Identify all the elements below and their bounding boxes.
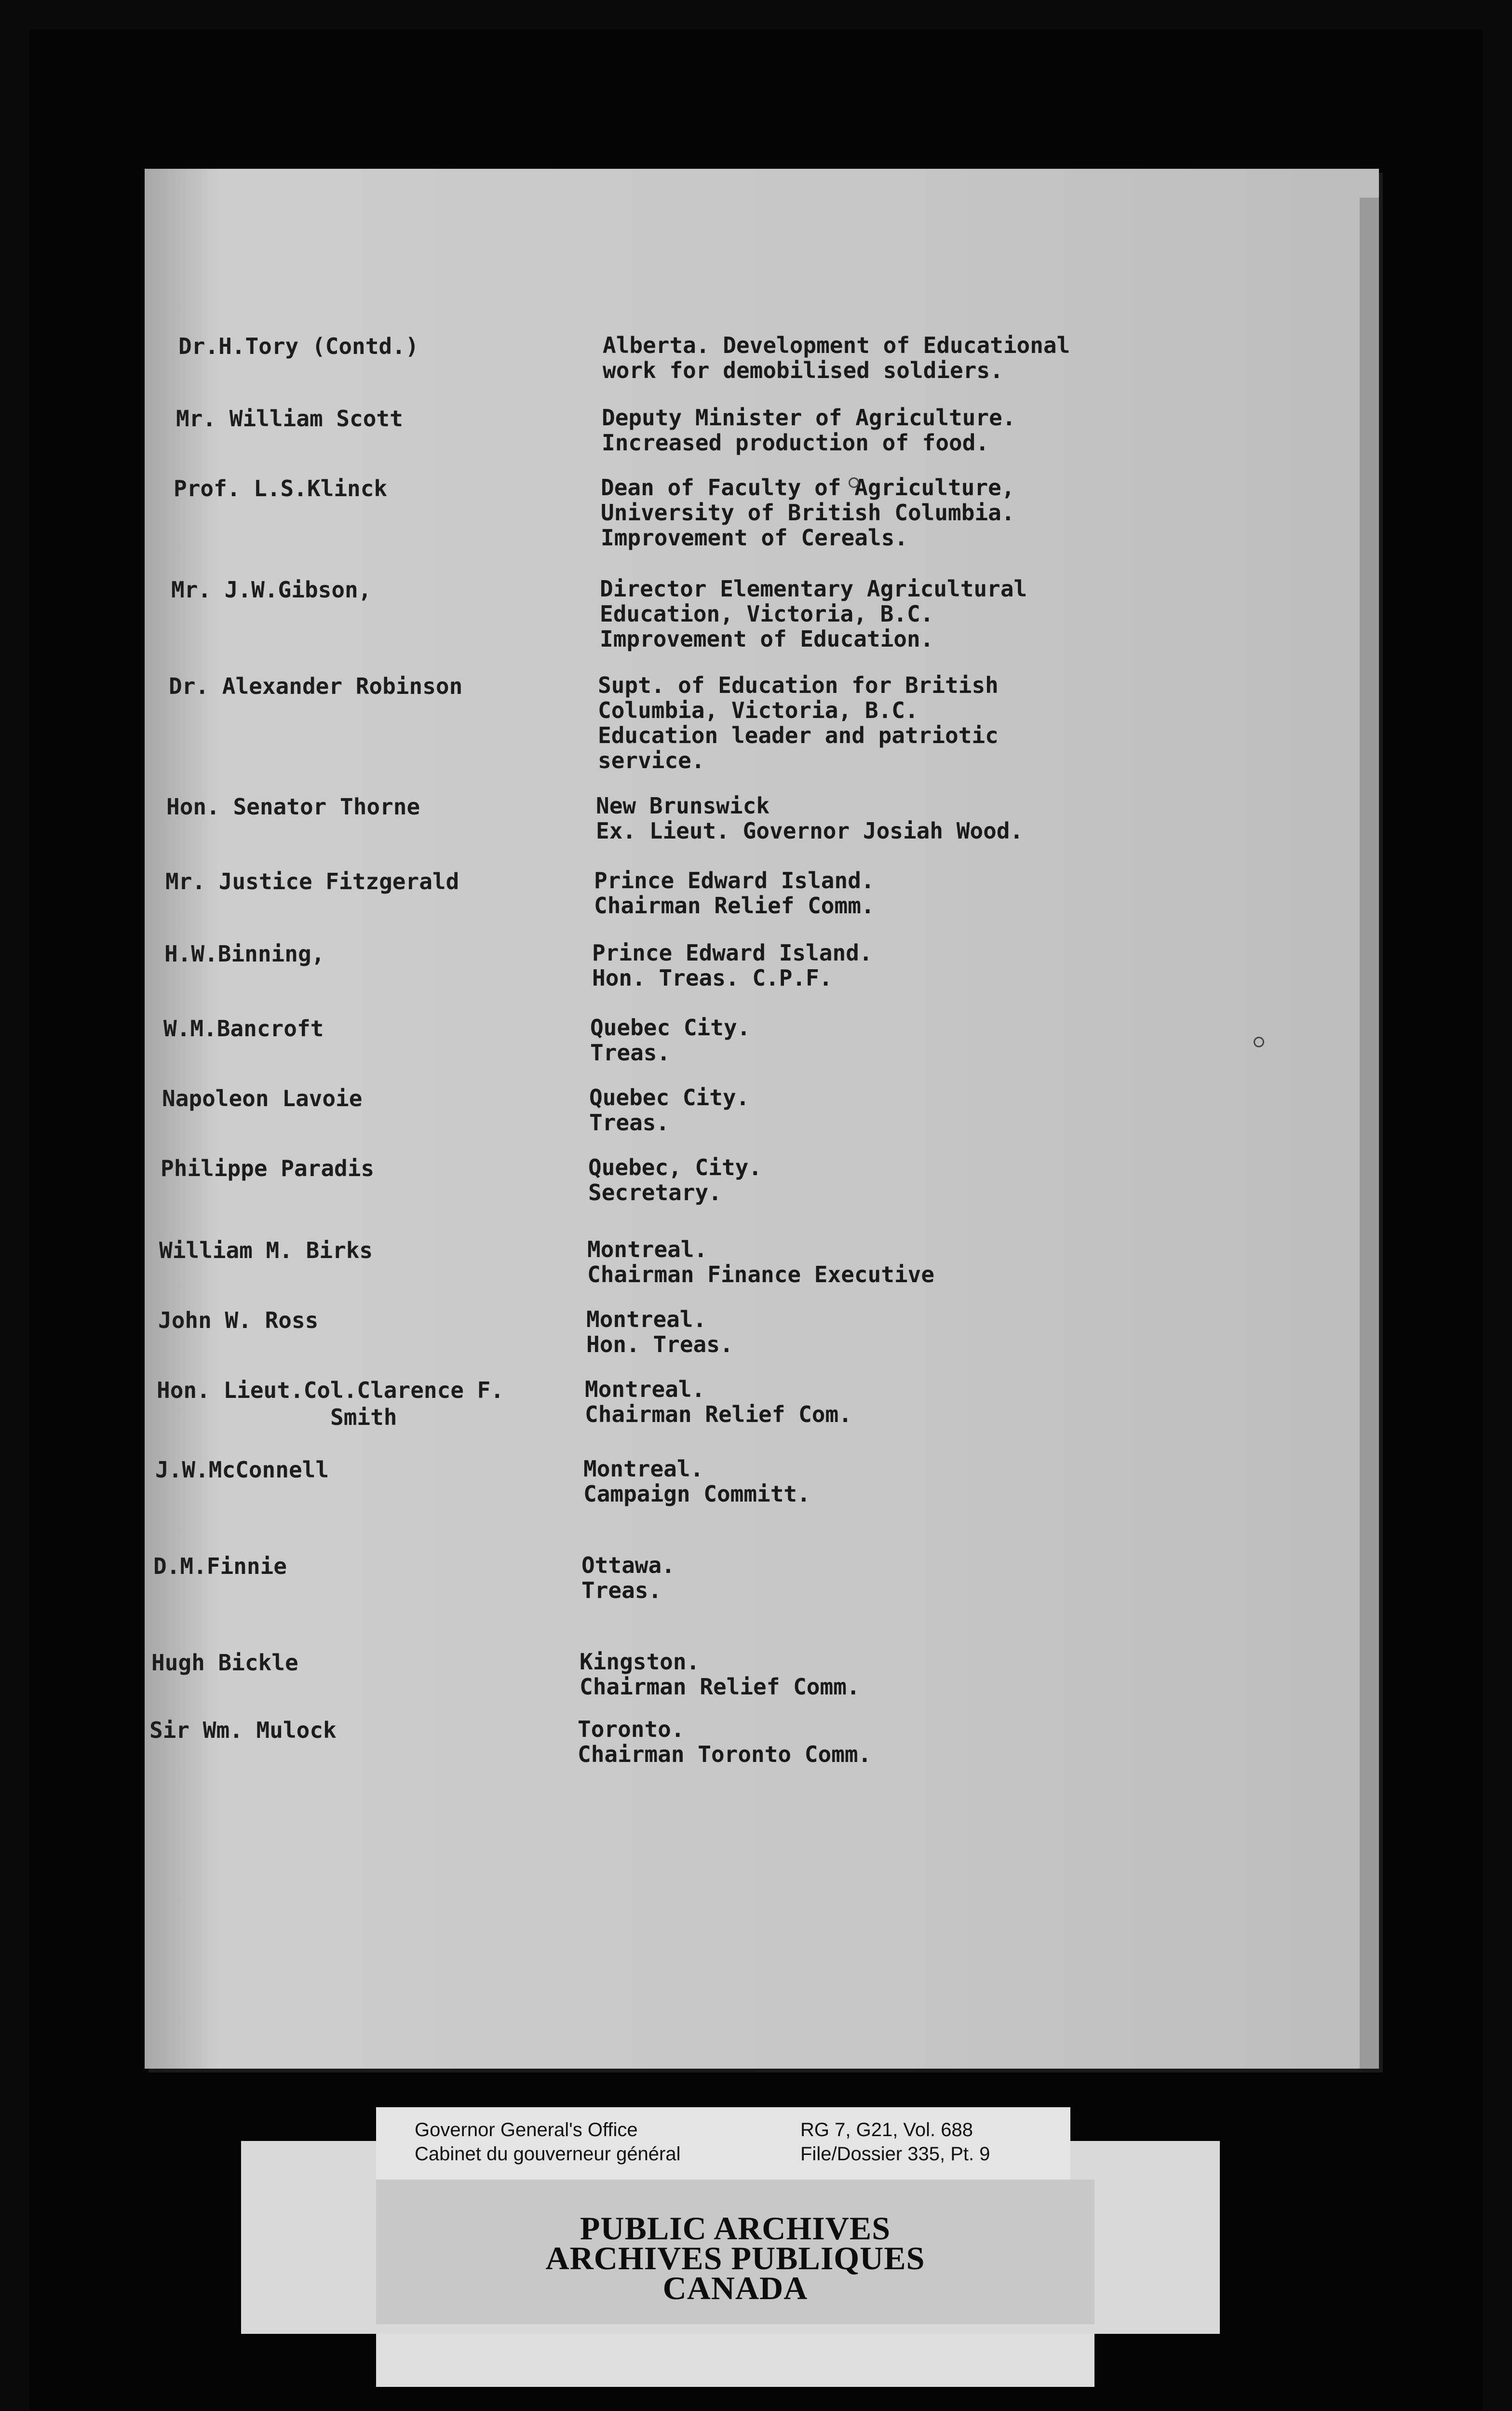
entry-name: Hon. Lieut.Col.Clarence F. Smith: [157, 1377, 504, 1430]
entry-name: W.M.Bancroft: [163, 1016, 324, 1042]
entry-name: William M. Birks: [159, 1237, 373, 1263]
entry-description: [603, 333, 1070, 383]
description-line: Secretary.: [588, 1179, 722, 1206]
stamp-line-3: CANADA: [662, 2270, 808, 2306]
entry-description: [602, 405, 1016, 455]
entry-description: [585, 1377, 852, 1427]
entry-description: [588, 1155, 762, 1205]
description-line: Supt. of Education for British: [598, 672, 999, 698]
description-line: work for demobilised soldiers.: [603, 357, 1003, 383]
entry-description: [592, 940, 873, 990]
entry-name: Prof. L.S.Klinck: [174, 475, 388, 501]
entry-description: [590, 1015, 750, 1065]
entry-description: [589, 1085, 749, 1135]
entry-description: [586, 1307, 733, 1357]
entry-name: Hugh Bickle: [151, 1650, 298, 1676]
entry-name: Dr.H.Tory (Contd.): [178, 333, 419, 359]
description-line: Increased production of food.: [602, 430, 989, 456]
description-line: Education, Victoria, B.C.: [600, 601, 934, 627]
description-line: Dean of Faculty of Agriculture,: [601, 474, 1015, 501]
entry-name: John W. Ross: [158, 1307, 319, 1333]
stamp-line-2: ARCHIVES PUBLIQUES: [545, 2240, 925, 2276]
description-line: Kingston.: [580, 1649, 700, 1675]
stamp-line-1: PUBLIC ARCHIVES: [580, 2210, 891, 2247]
entry-name: Mr. William Scott: [176, 406, 403, 432]
description-line: Prince Edward Island.: [592, 940, 873, 966]
archive-label-foot: [376, 2334, 1094, 2387]
description-line: Columbia, Victoria, B.C.: [598, 697, 918, 723]
description-line: Treas.: [590, 1040, 671, 1066]
description-line: Quebec City.: [590, 1015, 751, 1041]
archive-stamp: [376, 2210, 1094, 2306]
entry-name: Philippe Paradis: [161, 1155, 375, 1181]
description-line: Prince Edward Island.: [594, 867, 875, 894]
description-line: Treas.: [589, 1110, 670, 1136]
description-line: Ottawa.: [581, 1552, 675, 1578]
office-en: Governor General's Office: [415, 2119, 638, 2140]
entry-description: [598, 673, 999, 773]
paper-mark: [849, 477, 859, 488]
entry-name: Napoleon Lavoie: [162, 1085, 363, 1111]
description-line: Ex. Lieut. Governor Josiah Wood.: [596, 818, 1024, 844]
entry-name: Sir Wm. Mulock: [149, 1717, 337, 1743]
description-line: New Brunswick: [596, 793, 770, 819]
paper-mark: [1254, 1037, 1264, 1047]
entry-description: [581, 1553, 675, 1603]
file-number: File/Dossier 335, Pt. 9: [800, 2143, 990, 2165]
entry-name: J.W.McConnell: [155, 1457, 329, 1483]
entry-description: [601, 475, 1015, 550]
office-fr: Cabinet du gouverneur général: [415, 2143, 681, 2165]
description-line: Montreal.: [585, 1376, 705, 1402]
description-line: Chairman Finance Executive: [587, 1261, 935, 1287]
description-line: Chairman Toronto Comm.: [578, 1741, 872, 1767]
description-line: Quebec, City.: [588, 1154, 762, 1180]
description-line: Montreal.: [586, 1306, 707, 1332]
entry-description: [587, 1237, 934, 1287]
description-line: Hon. Treas. C.P.F.: [592, 965, 833, 991]
entry-description: [578, 1717, 871, 1767]
description-line: Improvement of Cereals.: [601, 525, 908, 551]
archive-reference-card: [376, 2107, 1070, 2180]
entry-description: [594, 868, 875, 918]
description-line: Chairman Relief Comm.: [580, 1674, 860, 1700]
entries-list: [145, 169, 1379, 2069]
description-line: service.: [598, 747, 705, 773]
entry-name: Dr. Alexander Robinson: [169, 673, 463, 699]
description-line: Montreal.: [587, 1236, 708, 1262]
description-line: University of British Columbia.: [601, 500, 1015, 526]
description-line: Improvement of Education.: [600, 626, 934, 652]
entry-description: [600, 576, 1027, 651]
entry-name: H.W.Binning,: [164, 941, 325, 967]
description-line: Montreal.: [583, 1456, 704, 1482]
entry-description: [580, 1649, 860, 1699]
entry-name: Mr. Justice Fitzgerald: [165, 868, 459, 894]
entry-description: [583, 1456, 810, 1506]
reference-number: RG 7, G21, Vol. 688: [800, 2119, 973, 2140]
description-line: Director Elementary Agricultural: [600, 576, 1027, 602]
entry-name: D.M.Finnie: [153, 1553, 287, 1579]
description-line: Education leader and patriotic: [598, 722, 999, 748]
description-line: Toronto.: [578, 1716, 685, 1742]
description-line: Quebec City.: [589, 1084, 750, 1111]
entry-name: Mr. J.W.Gibson,: [171, 577, 372, 603]
entry-name: Hon. Senator Thorne: [166, 794, 420, 820]
description-line: Deputy Minister of Agriculture.: [602, 405, 1016, 431]
description-line: Chairman Relief Comm.: [594, 893, 875, 919]
description-line: Alberta. Development of Educational: [603, 332, 1070, 358]
entry-description: [596, 793, 1023, 843]
description-line: Treas.: [581, 1577, 662, 1603]
description-line: Chairman Relief Com.: [585, 1401, 852, 1427]
description-line: Hon. Treas.: [586, 1331, 733, 1357]
description-line: Campaign Committ.: [583, 1481, 810, 1507]
